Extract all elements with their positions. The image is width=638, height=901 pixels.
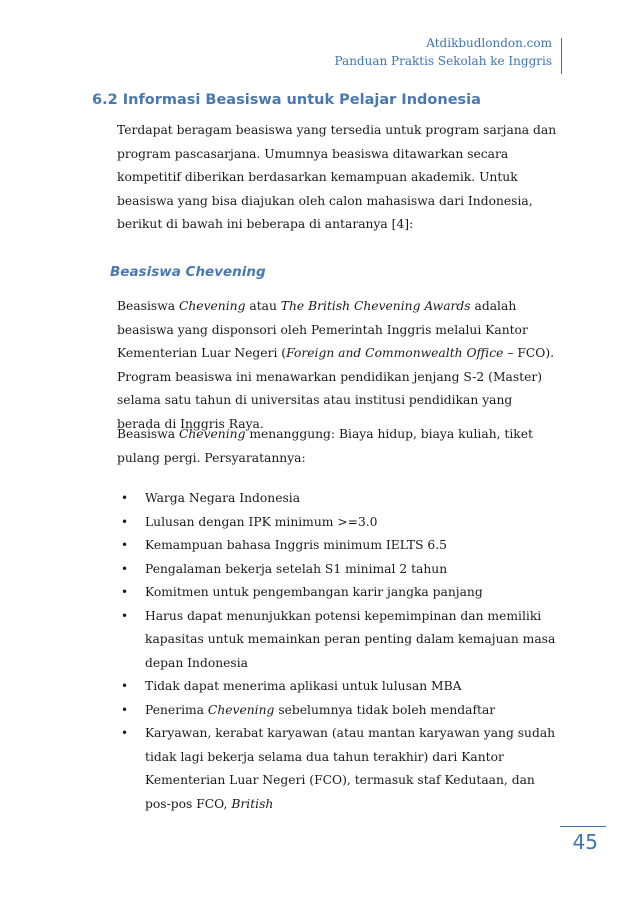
list-item: • Penerima Chevening sebelumnya tidak boleh mendaftar [117, 699, 559, 723]
bullet-icon: • [121, 514, 129, 529]
bullet-icon: • [121, 608, 129, 623]
chevening-coverage: Beasiswa Chevening menanggung: Biaya hidup, biaya kuliah, tiket pulang pergi. Persyaratannya: [117, 427, 533, 465]
bullet-icon: • [121, 702, 129, 717]
bullet-icon: • [121, 679, 129, 693]
list-item: • Lulusan dengan IPK minimum >=3.0 [117, 511, 559, 535]
list-item: • Tidak dapat menerima aplikasi untuk lulusan MBA [117, 675, 559, 699]
page-number-divider [560, 826, 606, 827]
header-subtitle: Panduan Praktis Sekolah ke Inggris [334, 54, 552, 68]
intro-paragraph: Terdapat beragam beasiswa yang tersedia untuk program sarjana dan program pascasarjana. Umumnya beasiswa ditawarkan secara kompetitif diberikan berdasarkan kemampuan akademik. Untuk beasiswa yang bisa diajukan oleh calon mahasiswa dari Indonesia, berikut di bawah ini beberapa di antaranya [4]: [117, 123, 557, 231]
chevening-heading: Beasiswa Chevening [110, 264, 266, 280]
bullet-icon: • [121, 491, 129, 505]
chevening-description: Beasiswa Chevening atau The British Chevening Awards adalah beasiswa yang disponsori oleh Pemerintah Inggris melalui Kantor Kementerian Luar Negeri (Foreign and Commonwealth Office – FCO). Program beasiswa ini menawarkan pendidikan jenjang S-2 (Master) selama satu tahun di universitas atau institusi pendidikan yang berada di Inggris Raya. [117, 299, 555, 431]
list-item: • Harus dapat menunjukkan potensi kepemimpinan dan memiliki kapasitas untuk memainkan peran penting dalam kemajuan masa depan Indonesia [117, 605, 559, 676]
bullet-icon: • [121, 561, 129, 576]
list-item: • Warga Negara Indonesia [117, 487, 559, 511]
header-divider [561, 38, 562, 74]
header-site: Atdikbudlondon.com [426, 36, 552, 50]
list-item: • Komitmen untuk pengembangan karir jangka panjang [117, 581, 559, 605]
list-item: • Kemampuan bahasa Inggris minimum IELTS 6.5 [117, 534, 559, 558]
bullet-icon: • [121, 538, 129, 552]
page-number: 45 [572, 830, 598, 854]
section-title: 6.2 Informasi Beasiswa untuk Pelajar Indonesia [92, 92, 481, 108]
page-header [335, 34, 559, 70]
bullet-icon: • [121, 585, 129, 599]
bullet-icon: • [121, 726, 129, 740]
list-item: • Pengalaman bekerja setelah S1 minimal 2 tahun [117, 558, 559, 582]
requirements-list [117, 487, 559, 816]
list-item: • Karyawan, kerabat karyawan (atau mantan karyawan yang sudah tidak lagi bekerja selama dua tahun terakhir) dari Kantor Kementerian Luar Negeri (FCO), termasuk staf Kedutaan, dan pos-pos FCO, British [117, 722, 559, 816]
